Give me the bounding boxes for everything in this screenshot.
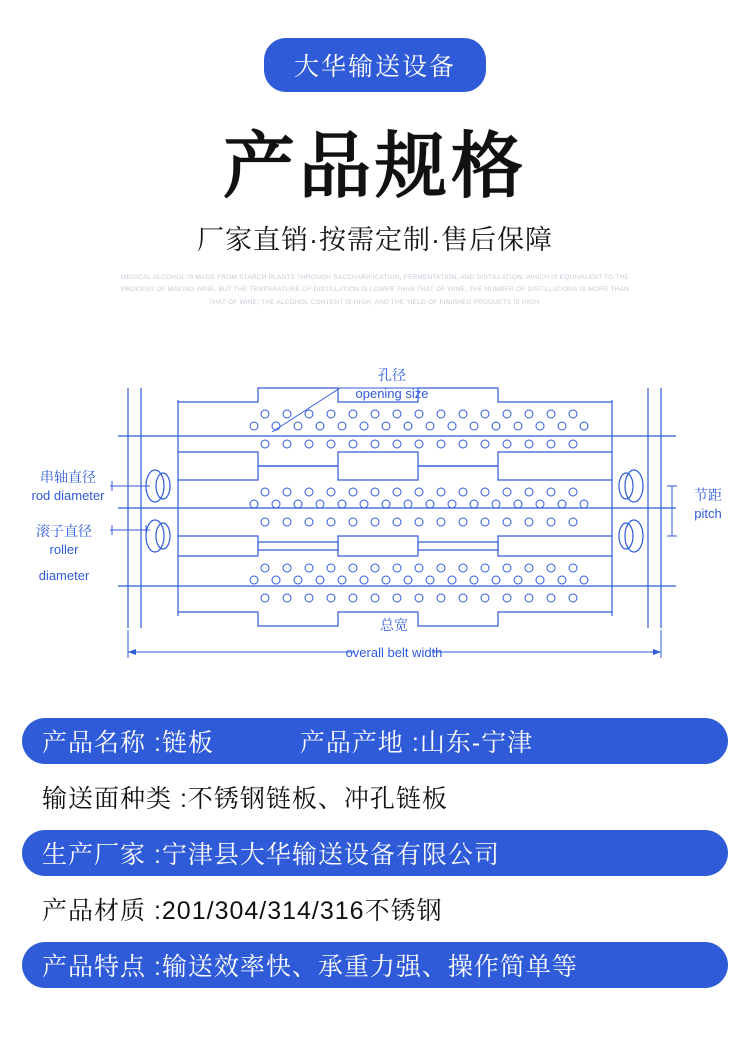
label-overall-width-cn: 总宽	[380, 617, 408, 633]
spec-value: 宁津县大华输送设备有限公司	[161, 841, 500, 869]
spec-row	[22, 774, 728, 820]
spec-value: 201/304/314/316不锈钢	[161, 897, 443, 925]
label-pitch-en: pitch	[694, 506, 722, 521]
spec-row	[22, 942, 728, 988]
spec-pair-origin	[300, 723, 533, 759]
spec-label: 产品材质 :	[42, 897, 162, 925]
spec-pair-surface-type	[42, 779, 448, 815]
label-opening-size-en: opening size	[355, 386, 429, 401]
label-roller-diameter-en2: diameter	[38, 568, 90, 583]
label-rod-diameter-en: rod diameter	[31, 488, 105, 503]
label-pitch-cn: 节距	[694, 487, 722, 503]
label-roller-diameter-cn: 滚子直径	[36, 523, 92, 539]
page-subtitle: 厂家直销·按需定制·售后保障	[197, 225, 553, 255]
spec-label: 产品名称 :	[42, 729, 162, 757]
spec-row	[22, 830, 728, 876]
spec-label: 生产厂家 :	[42, 841, 162, 869]
page-title: 产品规格	[222, 127, 527, 207]
spec-list	[22, 718, 728, 998]
spec-pair-manufacturer	[42, 835, 500, 871]
label-overall-width-en: overall belt width	[345, 645, 443, 660]
chain-plate-diagram	[0, 340, 750, 690]
spec-pair-product-name	[42, 723, 214, 759]
spec-row	[22, 886, 728, 932]
label-rod-diameter-cn: 串轴直径	[40, 469, 96, 485]
spec-row	[22, 718, 728, 764]
spec-label: 产品产地 :	[299, 729, 420, 757]
label-opening-size-cn: 孔径	[378, 367, 406, 383]
brand-pill: 大华输送设备	[264, 38, 486, 92]
spec-value: 山东-宁津	[419, 729, 534, 757]
spec-label: 输送面种类 :	[42, 785, 188, 813]
label-roller-diameter-en1: roller	[49, 542, 79, 557]
spec-pair-features	[42, 947, 578, 983]
spec-value: 链板	[161, 729, 214, 757]
spec-value: 输送效率快、承重力强、操作简单等	[161, 953, 578, 981]
spec-pair-material	[42, 891, 443, 927]
fine-print-paragraph: MEDICAL ALCOHOL IS MADE FROM STARCH PLANTS THROUGH SACCHARIFICATION, FERMENTATION, AND DISTILLATION, WHICH IS EQUIVALENT TO THE PROCESS OF MAKING WINE, BUT THE TEMPERATURE OF DISTILLATION IS LOWER THAN THAT OF WINE, THE NUMBER OF DISTILLATIONS IS MORE THAN THAT OF WINE; THE ALCOHOL CONTENT IS HIGH, AND THE YIELD OF FINISHED PRODUCTS IS HIGH.	[121, 274, 629, 306]
spec-label: 产品特点 :	[42, 953, 162, 981]
spec-value: 不锈钢链板、冲孔链板	[187, 785, 448, 813]
